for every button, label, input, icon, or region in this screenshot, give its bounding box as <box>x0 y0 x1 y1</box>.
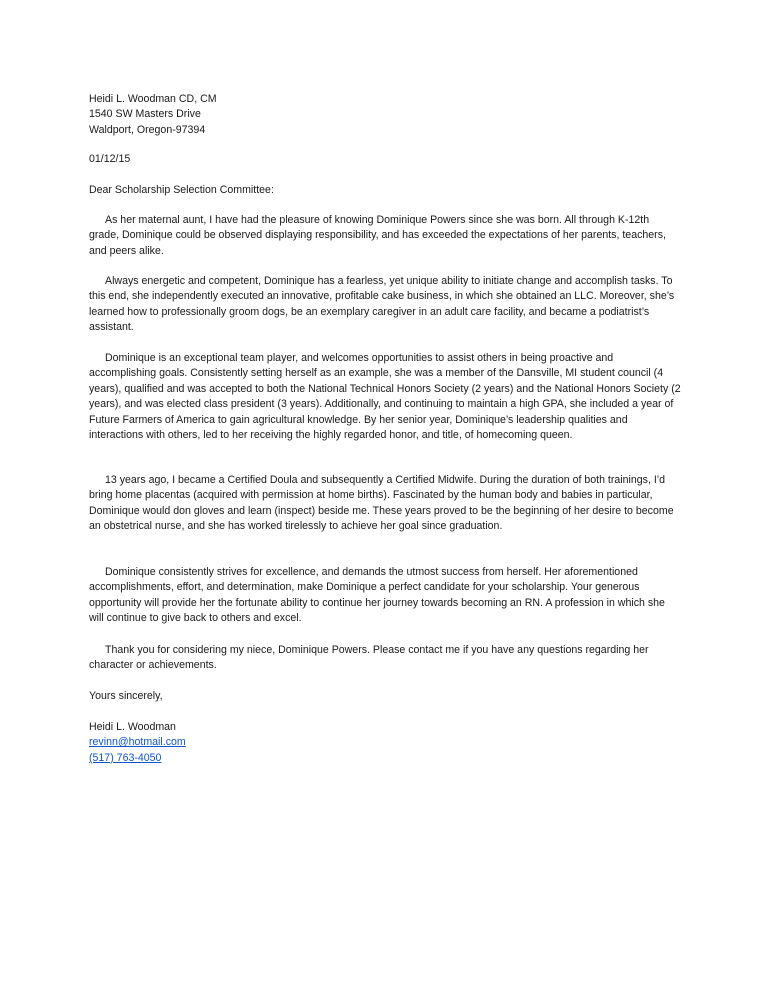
phone-link[interactable]: (517) 763-4050 <box>89 751 162 764</box>
signature-block <box>89 720 681 766</box>
sender-name: Heidi L. Woodman CD, CM <box>89 93 217 105</box>
paragraph-5: Dominique consistently strives for excellence, and demands the utmost success from herself. Her aforementioned accomplishments, effort, and determination, make Dominique a perfect candidate for your scholarship. Your generous opportunity will provide her the fortunate ability to continue her journey towards becoming an RN. A profession in which she will continue to give back to others and excel. <box>89 566 665 625</box>
paragraph-6: Thank you for considering my niece, Dominique Powers. Please contact me if you have any questions regarding her character or achievements. <box>89 644 649 672</box>
salutation: Dear Scholarship Selection Committee: <box>89 184 274 196</box>
closing: Yours sincerely, <box>89 690 163 702</box>
sender-street: 1540 SW Masters Drive <box>89 108 201 121</box>
paragraph-3: Dominique is an exceptional team player, and welcomes opportunities to assist others in being proactive and accomplishing goals. Consistently setting herself as an example, she was a member of the Dansville, MI student council (4 years), qualified and was accepted to both the National Technical Honors Society (2 years) and the National Honors Society (2 years), and was elected class president (3 years). Additionally, and continuing to maintain a high GPA, she included a year of Future Farmers of America to gain agricultural knowledge. By her senior year, Dominique’s leadership qualities and interactions with others, led to her receiving the highly regarded honor, and title, of homecoming queen. <box>89 352 681 442</box>
letter-date: 01/12/15 <box>89 153 131 165</box>
paragraph-1: As her maternal aunt, I have had the pleasure of knowing Dominique Powers since she was born. All through K-12th grade, Dominique could be observed displaying responsibility, and has exceeded the expectations of her parents, teachers, and peers alike. <box>89 214 666 257</box>
sender-address <box>89 92 681 138</box>
signature-name: Heidi L. Woodman <box>89 721 176 733</box>
email-link[interactable]: revinn@hotmail.com <box>89 736 186 749</box>
sender-city: Waldport, Oregon-97394 <box>89 123 206 136</box>
paragraph-4: 13 years ago, I became a Certified Doula and subsequently a Certified Midwife. During the duration of both trainings, I’d bring home placentas (acquired with permission at home births). Fascinated by the human body and babies in particular, Dominique would don gloves and learn (inspect) beside me. These years proved to be the beginning of her desire to become an obstetrical nurse, and she has worked tirelessly to achieve her goal since graduation. <box>89 474 674 533</box>
paragraph-2: Always energetic and competent, Dominique has a fearless, yet unique ability to initiate change and accomplish tasks. To this end, she independently executed an innovative, profitable cake business, in which she obtained an LLC. Moreover, she’s learned how to professionally groom dogs, be an exemplary caregiver in an adult care facility, and became a podiatrist’s assistant. <box>89 275 675 334</box>
